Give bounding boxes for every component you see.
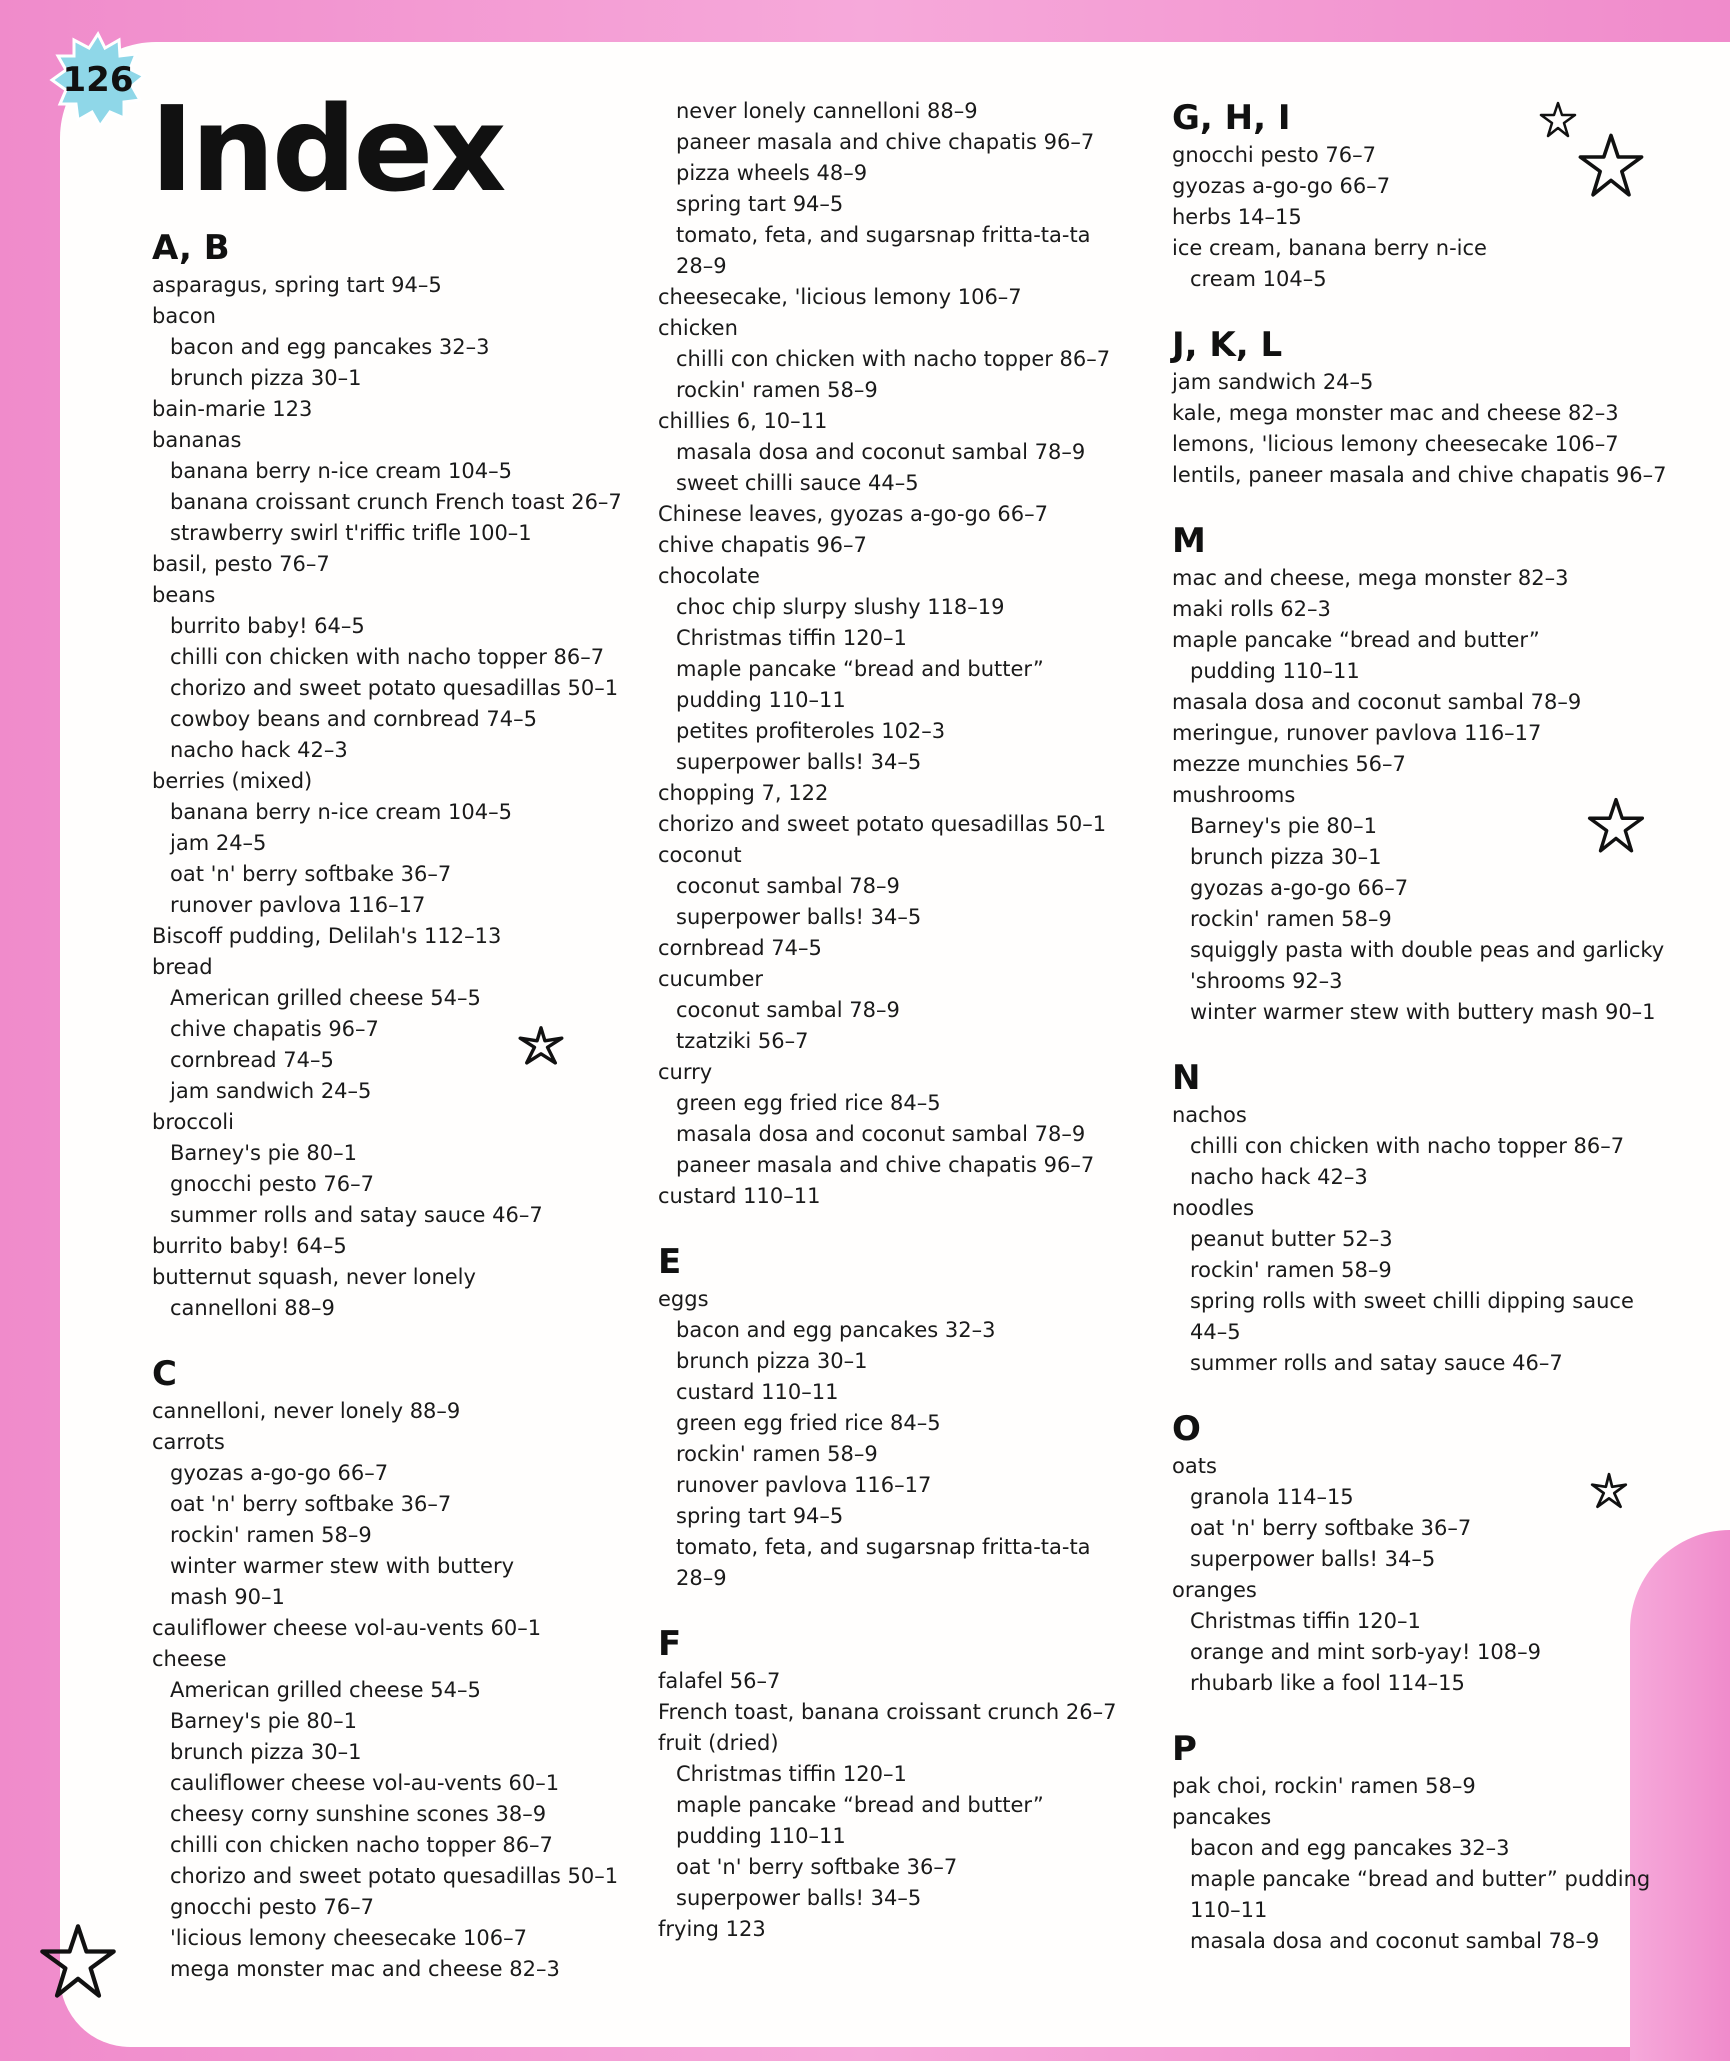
index-subentry: maple pancake “bread and butter”	[676, 657, 1044, 681]
index-subentry: choc chip slurpy slushy 118–19	[676, 595, 1005, 619]
index-subentry: banana berry n-ice cream 104–5	[170, 800, 512, 824]
index-subentry: tomato, feta, and sugarsnap fritta-ta-ta	[676, 1535, 1091, 1559]
index-entry: cornbread 74–5	[658, 936, 822, 960]
star-doodle-icon	[1588, 1470, 1630, 1512]
index-entry: pancakes	[1172, 1805, 1272, 1829]
index-subentry: 'licious lemony cheesecake 106–7	[170, 1926, 527, 1950]
index-subentry: rockin' ramen 58–9	[676, 378, 878, 402]
index-subentry: jam sandwich 24–5	[170, 1079, 372, 1103]
index-subentry: Christmas tiffin 120–1	[676, 626, 907, 650]
index-entry: mac and cheese, mega monster 82–3	[1172, 566, 1569, 590]
index-subentry: masala dosa and coconut sambal 78–9	[676, 1122, 1086, 1146]
index-subentry: nacho hack 42–3	[170, 738, 348, 762]
star-outline-icon	[1575, 130, 1647, 202]
index-subentry: nacho hack 42–3	[1190, 1165, 1368, 1189]
index-subentry: orange and mint sorb-yay! 108–9	[1190, 1640, 1542, 1664]
index-entry: herbs 14–15	[1172, 205, 1302, 229]
index-entry: berries (mixed)	[152, 769, 313, 793]
index-entry: fruit (dried)	[658, 1731, 779, 1755]
index-subentry: 28–9	[676, 254, 727, 278]
index-subentry: chilli con chicken with nacho topper 86–7	[170, 645, 605, 669]
index-entry: beans	[152, 583, 216, 607]
index-entry: pak choi, rockin' ramen 58–9	[1172, 1774, 1476, 1798]
index-entry: cauliflower cheese vol-au-vents 60–1	[152, 1616, 542, 1640]
section-heading: F	[658, 1624, 682, 1664]
index-subentry: 28–9	[676, 1566, 727, 1590]
star-doodle-icon	[515, 1025, 567, 1067]
index-entry: falafel 56–7	[658, 1669, 781, 1693]
index-subentry: bacon and egg pancakes 32–3	[1190, 1836, 1510, 1860]
index-subentry: spring tart 94–5	[676, 1504, 844, 1528]
index-subentry: brunch pizza 30–1	[676, 1349, 868, 1373]
index-entry: chocolate	[658, 564, 760, 588]
index-entry: oranges	[1172, 1578, 1257, 1602]
index-entry: carrots	[152, 1430, 225, 1454]
index-subentry: American grilled cheese 54–5	[170, 986, 481, 1010]
index-entry: kale, mega monster mac and cheese 82–3	[1172, 401, 1619, 425]
index-subentry: granola 114–15	[1190, 1485, 1354, 1509]
index-subentry: cheesy corny sunshine scones 38–9	[170, 1802, 547, 1826]
index-subentry: rockin' ramen 58–9	[1190, 907, 1392, 931]
index-subentry: never lonely cannelloni 88–9	[676, 99, 978, 123]
index-subentry: maple pancake “bread and butter” pudding	[1190, 1867, 1651, 1891]
index-entry: bananas	[152, 428, 242, 452]
index-entry: broccoli	[152, 1110, 234, 1134]
index-subentry: paneer masala and chive chapatis 96–7	[676, 1153, 1095, 1177]
index-subentry: rockin' ramen 58–9	[676, 1442, 878, 1466]
index-entry: cannelloni 88–9	[170, 1296, 335, 1320]
index-subentry: rockin' ramen 58–9	[1190, 1258, 1392, 1282]
index-subentry: squiggly pasta with double peas and garlicky	[1190, 938, 1665, 962]
index-subentry: 110–11	[1190, 1898, 1268, 1922]
section-heading: N	[1172, 1058, 1201, 1098]
index-subentry: pizza wheels 48–9	[676, 161, 868, 185]
index-entry: chive chapatis 96–7	[658, 533, 867, 557]
index-subentry: chilli con chicken with nacho topper 86–7	[676, 347, 1111, 371]
index-entry: bread	[152, 955, 213, 979]
index-column-1	[152, 226, 622, 1985]
section-heading: O	[1172, 1409, 1201, 1449]
section-heading: P	[1172, 1729, 1197, 1769]
index-entry: curry	[658, 1060, 713, 1084]
index-subentry: rockin' ramen 58–9	[170, 1523, 372, 1547]
index-entry: French toast, banana croissant crunch 26–7	[658, 1700, 1117, 1724]
index-entry: lemons, 'licious lemony cheesecake 106–7	[1172, 432, 1619, 456]
index-subentry: coconut sambal 78–9	[676, 874, 900, 898]
index-subentry: oat 'n' berry softbake 36–7	[676, 1855, 958, 1879]
index-subentry: chilli con chicken with nacho topper 86–7	[1190, 1134, 1625, 1158]
index-entry: chicken	[658, 316, 738, 340]
index-subentry: bacon and egg pancakes 32–3	[676, 1318, 996, 1342]
index-subentry: mega monster mac and cheese 82–3	[170, 1957, 560, 1981]
index-subentry: oat 'n' berry softbake 36–7	[170, 1492, 452, 1516]
star-outline-icon	[1585, 795, 1647, 857]
index-entry: chorizo and sweet potato quesadillas 50–1	[658, 812, 1107, 836]
index-subentry: chive chapatis 96–7	[170, 1017, 379, 1041]
index-subentry: banana berry n-ice cream 104–5	[170, 459, 512, 483]
index-subentry: superpower balls! 34–5	[676, 750, 922, 774]
index-entry: mushrooms	[1172, 783, 1296, 807]
index-entry: gyozas a-go-go 66–7	[1172, 174, 1391, 198]
index-entry: cheesecake, 'licious lemony 106–7	[658, 285, 1022, 309]
section-heading: E	[658, 1242, 682, 1282]
index-subentry: cornbread 74–5	[170, 1048, 334, 1072]
index-subentry: peanut butter 52–3	[1190, 1227, 1393, 1251]
index-subentry: cauliflower cheese vol-au-vents 60–1	[170, 1771, 560, 1795]
section-heading: M	[1172, 521, 1206, 561]
index-entry: cheese	[152, 1647, 227, 1671]
index-entry: frying 123	[658, 1917, 766, 1941]
index-subentry: Barney's pie 80–1	[1190, 814, 1377, 838]
index-subentry: tzatziki 56–7	[676, 1029, 809, 1053]
index-subentry: masala dosa and coconut sambal 78–9	[676, 440, 1086, 464]
index-subentry: custard 110–11	[676, 1380, 839, 1404]
index-entry: chopping 7, 122	[658, 781, 829, 805]
index-entry: cream 104–5	[1190, 267, 1327, 291]
index-subentry: maple pancake “bread and butter”	[676, 1793, 1044, 1817]
star-small-icon	[1538, 100, 1578, 140]
index-subentry: Christmas tiffin 120–1	[676, 1762, 907, 1786]
index-subentry: burrito baby! 64–5	[170, 614, 365, 638]
index-subentry: pudding 110–11	[676, 1824, 846, 1848]
index-entry: coconut	[658, 843, 742, 867]
star-outline-icon	[36, 1920, 120, 2004]
index-subentry: mash 90–1	[170, 1585, 285, 1609]
index-subentry: chorizo and sweet potato quesadillas 50–1	[170, 676, 619, 700]
index-entry: lentils, paneer masala and chive chapatis 96–7	[1172, 463, 1667, 487]
index-subentry: superpower balls! 34–5	[1190, 1547, 1436, 1571]
index-subentry: oat 'n' berry softbake 36–7	[1190, 1516, 1472, 1540]
index-entry: maki rolls 62–3	[1172, 597, 1331, 621]
index-subentry: spring tart 94–5	[676, 192, 844, 216]
index-subentry: masala dosa and coconut sambal 78–9	[1190, 1929, 1600, 1953]
index-entry: custard 110–11	[658, 1184, 821, 1208]
index-subentry: American grilled cheese 54–5	[170, 1678, 481, 1702]
index-entry: Chinese leaves, gyozas a-go-go 66–7	[658, 502, 1048, 526]
index-entry: jam sandwich 24–5	[1172, 370, 1374, 394]
index-entry: ice cream, banana berry n-ice	[1172, 236, 1487, 260]
index-entry: masala dosa and coconut sambal 78–9	[1172, 690, 1582, 714]
page-title: Index	[150, 80, 504, 218]
index-entry: noodles	[1172, 1196, 1255, 1220]
index-subentry: runover pavlova 116–17	[170, 893, 426, 917]
index-subentry: coconut sambal 78–9	[676, 998, 900, 1022]
section-heading: G, H, I	[1172, 98, 1291, 138]
index-subentry: winter warmer stew with buttery mash 90–1	[1190, 1000, 1656, 1024]
index-subentry: chorizo and sweet potato quesadillas 50–1	[170, 1864, 619, 1888]
index-subentry: brunch pizza 30–1	[170, 366, 362, 390]
index-entry: cucumber	[658, 967, 764, 991]
index-subentry: superpower balls! 34–5	[676, 1886, 922, 1910]
index-column-2	[658, 96, 1116, 1945]
index-subentry: gnocchi pesto 76–7	[170, 1895, 374, 1919]
index-subentry: tomato, feta, and sugarsnap fritta-ta-ta	[676, 223, 1091, 247]
index-entry: bacon	[152, 304, 216, 328]
index-subentry: spring rolls with sweet chilli dipping sauce	[1190, 1289, 1634, 1313]
index-subentry: green egg fried rice 84–5	[676, 1411, 941, 1435]
section-heading: J, K, L	[1172, 325, 1283, 365]
index-subentry: sweet chilli sauce 44–5	[676, 471, 919, 495]
index-entry: butternut squash, never lonely	[152, 1265, 476, 1289]
index-entry: nachos	[1172, 1103, 1247, 1127]
index-subentry: Christmas tiffin 120–1	[1190, 1609, 1421, 1633]
index-entry: maple pancake “bread and butter”	[1172, 628, 1540, 652]
index-subentry: 'shrooms 92–3	[1190, 969, 1343, 993]
index-subentry: rhubarb like a fool 114–15	[1190, 1671, 1465, 1695]
index-subentry: jam 24–5	[170, 831, 267, 855]
index-subentry: Barney's pie 80–1	[170, 1141, 357, 1165]
index-subentry: gyozas a-go-go 66–7	[1190, 876, 1409, 900]
index-entry: chillies 6, 10–11	[658, 409, 828, 433]
index-subentry: summer rolls and satay sauce 46–7	[1190, 1351, 1563, 1375]
index-entry: Biscoff pudding, Delilah's 112–13	[152, 924, 502, 948]
index-subentry: chilli con chicken nacho topper 86–7	[170, 1833, 553, 1857]
index-entry: oats	[1172, 1454, 1217, 1478]
index-entry: cannelloni, never lonely 88–9	[152, 1399, 461, 1423]
index-subentry: oat 'n' berry softbake 36–7	[170, 862, 452, 886]
index-subentry: Barney's pie 80–1	[170, 1709, 357, 1733]
index-subentry: 44–5	[1190, 1320, 1241, 1344]
index-entry: mezze munchies 56–7	[1172, 752, 1406, 776]
index-subentry: runover pavlova 116–17	[676, 1473, 932, 1497]
index-entry: asparagus, spring tart 94–5	[152, 273, 442, 297]
index-subentry: winter warmer stew with buttery	[170, 1554, 515, 1578]
index-entry: bain-marie 123	[152, 397, 313, 421]
index-subentry: superpower balls! 34–5	[676, 905, 922, 929]
index-subentry: paneer masala and chive chapatis 96–7	[676, 130, 1095, 154]
index-subentry: pudding 110–11	[676, 688, 846, 712]
index-subentry: bacon and egg pancakes 32–3	[170, 335, 490, 359]
section-heading: A, B	[152, 228, 230, 268]
index-subentry: banana croissant crunch French toast 26–7	[170, 490, 622, 514]
index-subentry: gnocchi pesto 76–7	[170, 1172, 374, 1196]
section-heading: C	[152, 1354, 177, 1394]
page-number: 126	[62, 60, 134, 100]
index-entry: basil, pesto 76–7	[152, 552, 330, 576]
index-subentry: strawberry swirl t'riffic trifle 100–1	[170, 521, 532, 545]
index-subentry: brunch pizza 30–1	[1190, 845, 1382, 869]
index-subentry: gyozas a-go-go 66–7	[170, 1461, 389, 1485]
index-subentry: cowboy beans and cornbread 74–5	[170, 707, 537, 731]
index-entry: pudding 110–11	[1190, 659, 1360, 683]
index-subentry: green egg fried rice 84–5	[676, 1091, 941, 1115]
index-entry: eggs	[658, 1287, 709, 1311]
index-entry: gnocchi pesto 76–7	[1172, 143, 1376, 167]
index-entry: meringue, runover pavlova 116–17	[1172, 721, 1542, 745]
index-subentry: petites profiteroles 102–3	[676, 719, 946, 743]
index-subentry: brunch pizza 30–1	[170, 1740, 362, 1764]
page-number-badge	[48, 30, 148, 130]
index-subentry: summer rolls and satay sauce 46–7	[170, 1203, 543, 1227]
index-entry: burrito baby! 64–5	[152, 1234, 347, 1258]
index-column-3	[1172, 96, 1667, 1957]
